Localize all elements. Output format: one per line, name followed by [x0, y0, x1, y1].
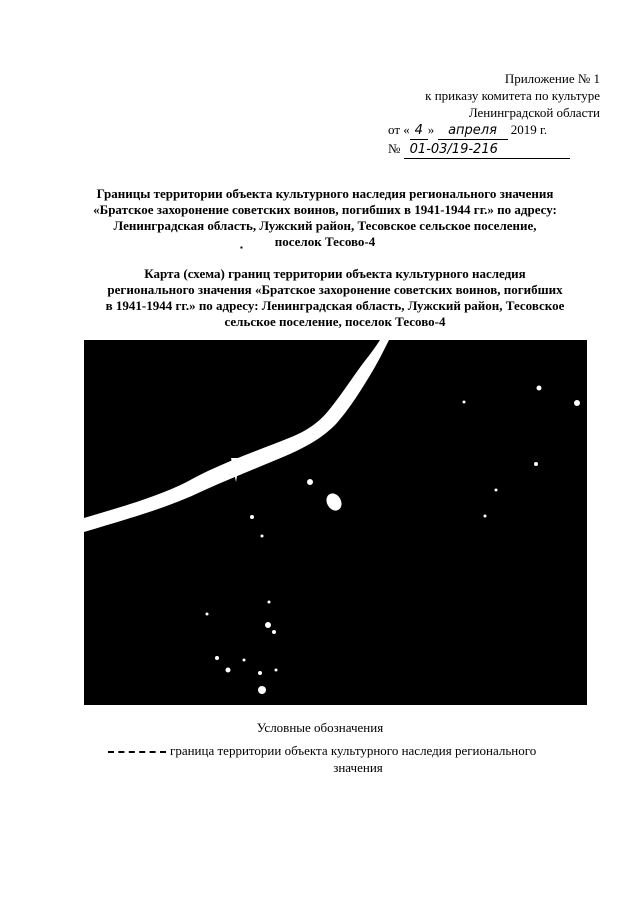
map-background [84, 340, 587, 705]
date-day-handwritten: 4 [410, 122, 428, 140]
appendix-number [340, 140, 600, 159]
map-title-line-4: сельское поселение, поселок Тесово-4 [224, 314, 446, 329]
number-handwritten: 01-03/19-216 [404, 141, 570, 159]
appendix-region: Ленинградской области [468, 105, 600, 120]
title-line-3: Ленинградская область, Лужский район, Тесовское сельское поселение, [113, 218, 537, 233]
title-line-2: «Братское захоронение советских воинов, погибших в 1941-1944 гг.» по адресу: [93, 202, 557, 217]
date-mid: » [427, 122, 435, 137]
date-year: 2019 г. [510, 122, 548, 137]
legend-item-boundary [108, 742, 578, 776]
map-image [84, 340, 587, 705]
appendix-order-ref: к приказу комитета по культуре [425, 88, 600, 103]
dashed-line-symbol [108, 751, 166, 753]
map-title-line-3: в 1941-1944 гг.» по адресу: Ленинградская область, Лужский район, Тесовское [105, 298, 565, 313]
date-prefix: от « [388, 122, 410, 137]
appendix-block [340, 70, 600, 159]
legend-title: Условные обозначения [256, 720, 384, 735]
legend-label-line-1: граница территории объекта культурного наследия регионального [170, 743, 537, 758]
title-line-1: Границы территории объекта культурного наследия регионального значения [96, 186, 554, 201]
small-mark: ▪ [240, 243, 243, 252]
appendix-date [340, 121, 600, 140]
appendix-title: Приложение № 1 [504, 71, 600, 86]
number-prefix: № [388, 141, 401, 156]
title-line-4: поселок Тесово-4 [274, 234, 376, 249]
legend-label-line-2: значения [333, 760, 383, 775]
map-title [70, 266, 600, 330]
map-title-line-1: Карта (схема) границ территории объекта культурного наследия [144, 266, 526, 281]
map-scheme [84, 340, 587, 705]
map-title-line-2: регионального значения «Братское захоронение советских воинов, погибших [107, 282, 563, 297]
document-title [70, 186, 580, 250]
date-month-handwritten: апреля [438, 122, 508, 140]
